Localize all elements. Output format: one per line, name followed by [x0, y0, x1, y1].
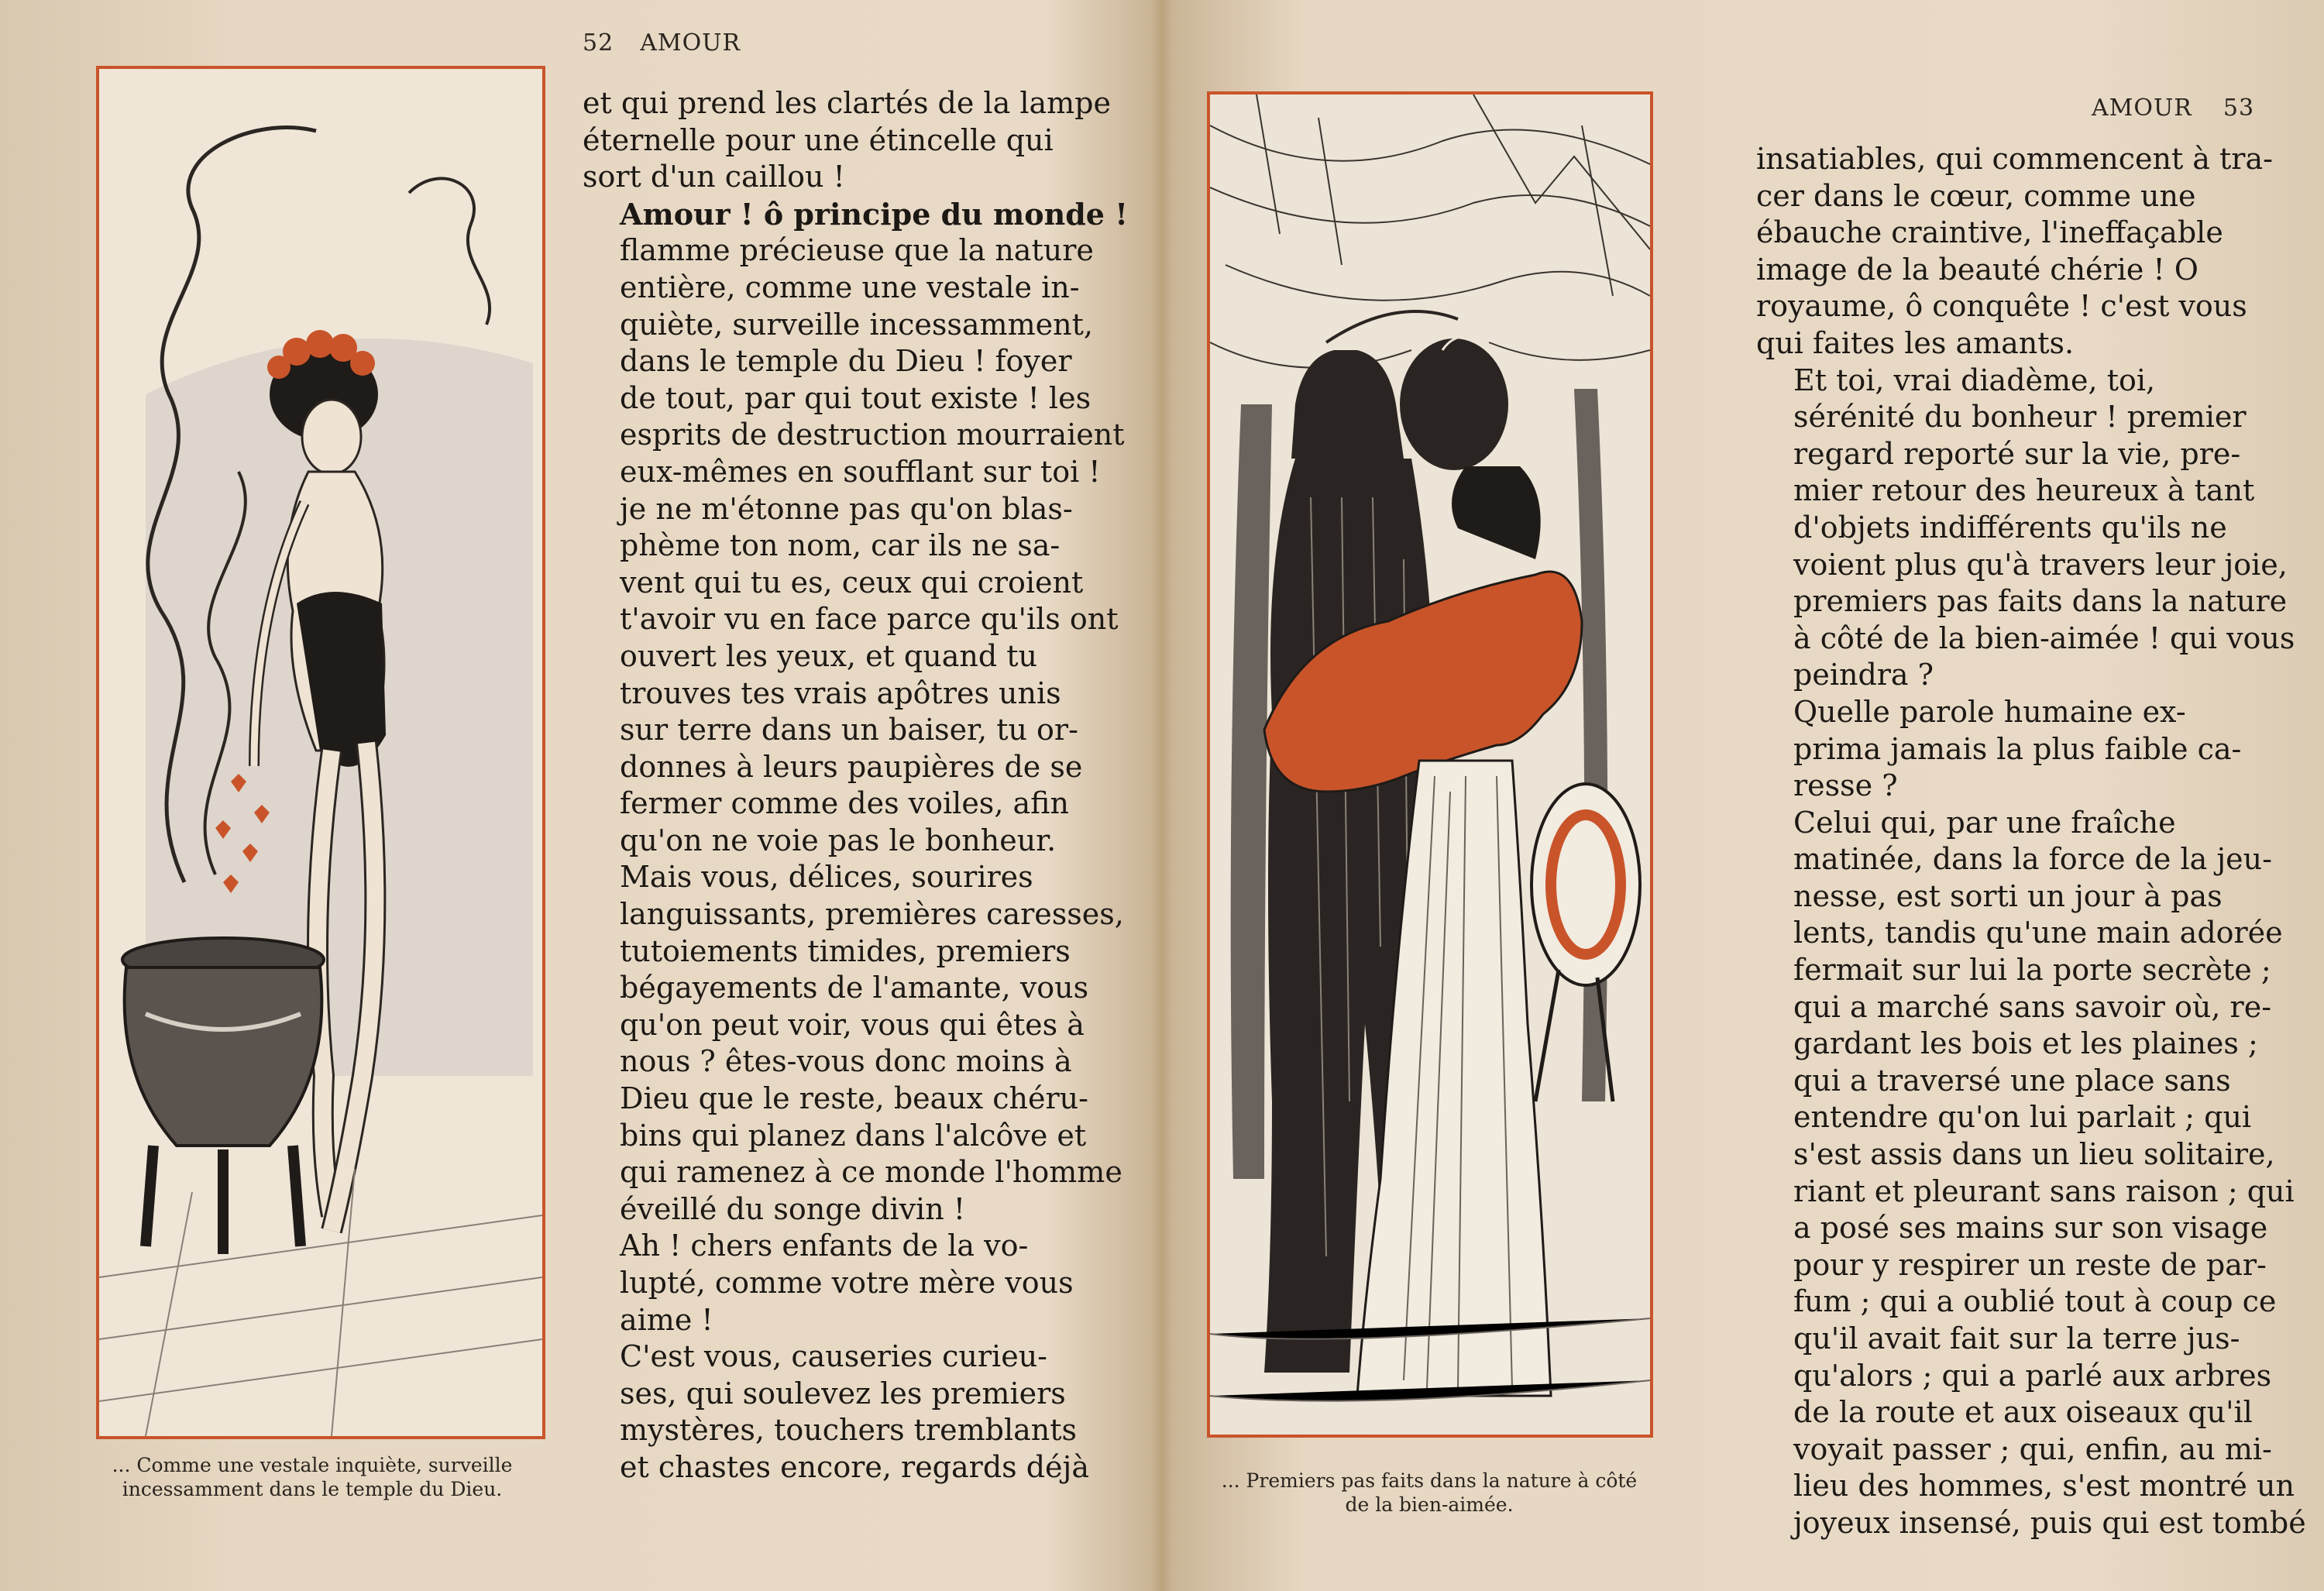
text-line: ouvert les yeux, et quand tu	[620, 638, 1037, 673]
text-line: t'avoir vu en face parce qu'ils ont	[620, 602, 1119, 637]
text-line: matinée, dans la force de la jeu-	[1793, 842, 2272, 877]
text-line: vent qui tu es, ceux qui croient	[620, 565, 1084, 600]
text-line: cer dans le cœur, comme une	[1756, 178, 2196, 213]
text-line: image de la beauté chérie ! O	[1756, 252, 2199, 287]
text-line: quiète, surveille incessamment,	[620, 307, 1093, 342]
couple-illustration	[1207, 91, 1653, 1438]
right-page	[1166, 0, 2324, 1591]
text-line: riant et pleurant sans raison ; qui	[1793, 1173, 2295, 1208]
text-line: trouves tes vrais apôtres unis	[620, 675, 1061, 710]
text-line: qui faites les amants.	[1756, 325, 2075, 360]
text-line: éveillé du songe divin !	[620, 1191, 966, 1226]
text-line: ébauche craintive, l'ineffaçable	[1756, 215, 2223, 250]
text-line: bins qui planez dans l'alcôve et	[620, 1118, 1087, 1153]
text-line: tutoiements timides, premiers	[620, 933, 1071, 968]
text-line: Quelle parole humaine ex-	[1793, 694, 2186, 729]
text-line: phème ton nom, car ils ne sa-	[620, 528, 1061, 563]
left-page	[0, 0, 1154, 1591]
text-line: voyait passer ; qui, enfin, au mi-	[1793, 1431, 2272, 1466]
left-body-text	[583, 85, 1128, 1486]
paragraph	[1756, 694, 2274, 805]
text-line: pour y respirer un reste de par-	[1793, 1247, 2267, 1282]
running-title: AMOUR	[640, 29, 741, 57]
paragraph	[583, 1338, 1089, 1486]
text-line: flamme précieuse que la nature	[620, 233, 1094, 268]
text-line: et chastes encore, regards déjà	[620, 1449, 1089, 1484]
text-line: qu'alors ; qui a parlé aux arbres	[1793, 1358, 2272, 1393]
text-line: lupté, comme votre mère vous	[620, 1266, 1074, 1300]
caption-line: incessamment dans le temple du Dieu.	[122, 1478, 503, 1500]
text-line: sur terre dans un baiser, tu or-	[620, 713, 1078, 747]
text-line: lents, tandis qu'une main adorée	[1793, 916, 2283, 950]
paragraph	[1756, 141, 2274, 363]
text-line: nesse, est sorti un jour à pas	[1793, 878, 2223, 913]
left-page-header	[583, 29, 741, 57]
text-line: qui a marché sans savoir où, re-	[1793, 989, 2272, 1024]
text-line: à côté de la bien-aimée ! qui vous	[1793, 620, 2295, 655]
text-line: Mais vous, délices, sourires	[620, 860, 1033, 895]
page-number: 52	[583, 29, 614, 57]
text-line: entendre qu'on lui parlait ; qui	[1793, 1100, 2252, 1135]
paragraph	[1756, 363, 2295, 694]
paragraph	[583, 1228, 1078, 1338]
text-line: fum ; qui a oublié tout à coup ce	[1793, 1284, 2277, 1319]
vestal-illustration	[96, 66, 545, 1439]
text-line: voient plus qu'à travers leur joie,	[1793, 547, 2288, 582]
text-line: gardant les bois et les plaines ;	[1793, 1026, 2258, 1061]
text-line: je ne m'étonne pas qu'on blas-	[620, 491, 1073, 526]
text-line: royaume, ô conquête ! c'est vous	[1756, 289, 2247, 324]
text-line: prima jamais la plus faible ca-	[1793, 731, 2242, 766]
text-line: aime !	[620, 1302, 713, 1337]
couple-caption	[1197, 1469, 1662, 1517]
text-line: languissants, premières caresses,	[620, 897, 1124, 932]
text-line: lieu des hommes, s'est montré un	[1793, 1469, 2295, 1503]
text-line: regard reporté sur la vie, pre-	[1793, 436, 2241, 471]
vestal-drawing	[99, 69, 542, 1436]
text-line: entière, comme une vestale in-	[620, 270, 1080, 304]
right-body-text	[1756, 141, 2306, 1542]
text-line: mystères, touchers tremblants	[620, 1413, 1078, 1448]
text-line: bégayements de l'amante, vous	[620, 971, 1089, 1005]
text-line: de la route et aux oiseaux qu'il	[1793, 1395, 2253, 1430]
text-line: s'est assis dans un lieu solitaire,	[1793, 1137, 2275, 1172]
text-line: Amour ! ô principe du monde !	[620, 196, 1128, 232]
text-line: premiers pas faits dans la nature	[1793, 584, 2288, 619]
text-line: de tout, par qui tout existe ! les	[620, 380, 1092, 415]
text-line: insatiables, qui commencent à tra-	[1756, 142, 2273, 176]
text-line: esprits de destruction mourraient	[620, 418, 1125, 452]
text-line: Et toi, vrai diadème, toi,	[1793, 363, 2156, 397]
text-line: Celui qui, par une fraîche	[1793, 805, 2176, 840]
text-line: sort d'un caillou !	[583, 160, 845, 194]
text-line: a posé ses mains sur son visage	[1793, 1211, 2268, 1246]
text-line: fermait sur lui la porte secrète ;	[1793, 953, 2271, 988]
text-line: Dieu que le reste, beaux chéru-	[620, 1081, 1088, 1116]
running-title: AMOUR	[2092, 94, 2192, 122]
text-line: qu'on peut voir, vous qui êtes à	[620, 1007, 1085, 1042]
page-number: 53	[2223, 94, 2255, 122]
text-line: fermer comme des voiles, afin	[620, 786, 1069, 821]
paragraph	[583, 196, 1128, 860]
text-line: eux-mêmes en soufflant sur toi !	[620, 454, 1101, 489]
text-line: d'objets indifférents qu'ils ne	[1793, 510, 2227, 545]
caption-line: de la bien-aimée.	[1345, 1493, 1514, 1516]
text-line: qu'il avait fait sur la terre jus-	[1793, 1321, 2240, 1356]
text-line: dans le temple du Dieu ! foyer	[620, 344, 1072, 379]
text-line: C'est vous, causeries curieu-	[620, 1339, 1048, 1374]
text-line: et qui prend les clartés de la lampe	[583, 86, 1111, 120]
text-line: qu'on ne voie pas le bonheur.	[620, 823, 1057, 857]
text-line: éternelle pour une étincelle qui	[583, 122, 1054, 157]
text-line: mier retour des heureux à tant	[1793, 473, 2255, 508]
text-line: nous ? êtes-vous donc moins à	[620, 1044, 1072, 1079]
vestal-caption	[76, 1453, 548, 1501]
text-line: Ah ! chers enfants de la vo-	[620, 1228, 1029, 1263]
right-page-header	[2092, 94, 2254, 122]
text-line: qui a traversé une place sans	[1793, 1063, 2231, 1098]
paragraph	[583, 859, 1124, 1228]
text-line: resse ?	[1793, 768, 1898, 803]
text-line: donnes à leurs paupières de se	[620, 749, 1083, 784]
caption-line: ... Premiers pas faits dans la nature à côté	[1221, 1469, 1638, 1492]
paragraph	[1756, 805, 2306, 1542]
text-line: ses, qui soulevez les premiers	[620, 1376, 1066, 1411]
text-line: sérénité du bonheur ! premier	[1793, 400, 2247, 435]
text-line: peindra ?	[1793, 658, 1934, 692]
caption-line: ... Comme une vestale inquiète, surveille	[112, 1454, 513, 1476]
paragraph	[583, 85, 1111, 196]
couple-drawing	[1210, 94, 1650, 1435]
text-line: joyeux insensé, puis qui est tombé	[1793, 1505, 2306, 1540]
text-line: qui ramenez à ce monde l'homme	[620, 1155, 1122, 1190]
